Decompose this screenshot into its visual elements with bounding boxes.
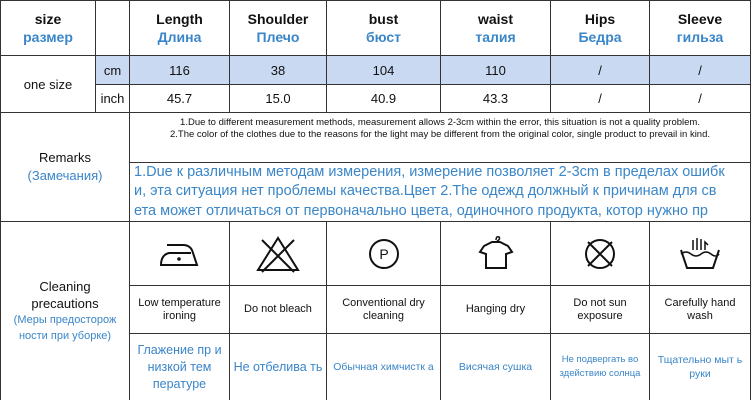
table-cell (650, 85, 751, 113)
care-dry-clean-en (327, 286, 441, 334)
care-sun-ru (551, 334, 650, 400)
table-cell (130, 56, 230, 85)
inch-length: 45.7 (166, 91, 193, 106)
header-sleeve-ru: гильза (676, 29, 724, 45)
care-label-en: Hanging dry (465, 303, 526, 315)
care-bleach-en (230, 286, 327, 334)
inch-sleeve: / (698, 91, 702, 106)
remark-ru-3: ета может отличаться от первоначально цвета, одиночного продукта, котор нужно пр (134, 202, 708, 219)
inch-bust: 40.9 (370, 91, 397, 106)
care-label-ru: Обычная химчистк а (333, 361, 434, 373)
care-hanging-ru (441, 334, 551, 400)
care-bleach-cell (230, 222, 327, 286)
table-cell (441, 56, 551, 85)
care-label-en: Do not sun exposure (573, 296, 627, 322)
care-label-ru: Глажение пр и низкой тем пературе (137, 342, 222, 391)
table-cell (130, 85, 230, 113)
care-sun-en (551, 286, 650, 334)
cm-sleeve: / (698, 62, 702, 78)
header-shoulder (230, 1, 327, 56)
cm-shoulder: 38 (270, 62, 286, 78)
no-bleach-icon (254, 234, 302, 274)
header-waist-ru: талия (475, 29, 516, 45)
unit-inch (96, 85, 130, 113)
cm-length: 116 (169, 62, 190, 78)
header-hips (551, 1, 650, 56)
unit-cm-label: cm (103, 62, 122, 78)
remark-en-1: 1.Due to different measurement methods, measurement allows 2-3cm within the error, this situation is not a quality problem. (180, 117, 700, 128)
unit-inch-label: inch (100, 91, 125, 106)
care-iron-en (130, 286, 230, 334)
remarks-en-cell (130, 113, 751, 163)
table-cell (327, 85, 441, 113)
remarks-ru-cell (130, 163, 751, 222)
unit-cm (96, 56, 130, 85)
care-label-ru: Не подвергать во здействию солнца (559, 354, 641, 379)
header-size-ru: размер (23, 29, 73, 45)
cleaning-label-cell (1, 222, 130, 400)
care-dry-clean-ru (327, 334, 441, 400)
care-hanging-cell (441, 222, 551, 286)
remark-ru-1: 1.Due к различным методам измерения, измерение позволяет 2-3cm в пределах ошибк (134, 163, 725, 180)
header-length-en: Length (156, 11, 203, 27)
header-sleeve-en: Sleeve (677, 11, 723, 27)
header-sleeve (650, 1, 751, 56)
table-cell (551, 56, 650, 85)
header-size-cell (1, 1, 96, 56)
care-dry-clean-cell (327, 222, 441, 286)
cm-hips: / (598, 62, 602, 78)
header-bust-en: bust (368, 11, 399, 27)
table-cell (441, 85, 551, 113)
header-length (130, 1, 230, 56)
no-sun-icon (580, 234, 620, 274)
care-bleach-ru (230, 334, 327, 400)
care-hand-wash-en (650, 286, 751, 334)
care-label-en: Conventional dry cleaning (342, 296, 425, 322)
care-hand-wash-cell (650, 222, 751, 286)
inch-shoulder: 15.0 (265, 91, 291, 106)
cleaning-label-en-2: precautions (31, 296, 99, 311)
hand-wash-icon (677, 236, 723, 272)
size-label: one size (23, 76, 73, 92)
size-label-cell (1, 56, 96, 113)
cm-waist: 110 (485, 62, 506, 78)
care-label-ru: Висячая сушка (458, 361, 533, 373)
remark-en-2: 2.The color of the clothes due to the reasons for the light may be different from the original color, single product to prevail in kind. (169, 128, 711, 140)
care-label-ru: Не отбелива ть (233, 359, 323, 374)
care-label-en: Carefully hand wash (664, 296, 736, 322)
care-label-en: Do not bleach (244, 303, 312, 315)
cleaning-label-en-1: Cleaning (39, 279, 91, 294)
table-cell (327, 56, 441, 85)
remarks-label-cell (1, 113, 130, 222)
remarks-label-en: Remarks (38, 150, 91, 165)
dry-clean-p-icon (367, 237, 401, 271)
table-cell (551, 85, 650, 113)
hanging-dry-icon (474, 234, 518, 274)
remarks-label-ru: (Замечания) (27, 168, 103, 183)
header-hips-ru: Бедра (578, 29, 622, 45)
care-iron-ru (130, 334, 230, 400)
table-cell (230, 56, 327, 85)
care-iron-cell (130, 222, 230, 286)
header-bust-ru: бюст (365, 29, 402, 45)
svg-text:P: P (378, 245, 389, 262)
care-label-ru: Тщательно мыт ь руки (657, 354, 743, 380)
table-cell (230, 85, 327, 113)
header-shoulder-en: Shoulder (247, 11, 309, 27)
header-bust (327, 1, 441, 56)
header-hips-en: Hips (584, 11, 616, 27)
header-unit-cell (96, 1, 130, 56)
header-length-ru: Длина (157, 29, 202, 45)
care-hanging-en (441, 286, 551, 334)
header-waist-en: waist (477, 11, 513, 27)
header-waist (441, 1, 551, 56)
inch-waist: 43.3 (482, 91, 509, 106)
cleaning-label-ru-1: (Меры предосторож (13, 314, 117, 326)
cleaning-label-ru-2: ности при уборке) (18, 330, 112, 342)
iron-icon (157, 237, 203, 271)
header-size-en: size (34, 11, 62, 27)
header-shoulder-ru: Плечо (256, 29, 300, 45)
remark-ru-2: и, эта ситуация нет проблемы качества.Цвет 2.The одежд должный к причинам для св (134, 183, 717, 200)
cm-bust: 104 (372, 62, 395, 78)
care-label-en: Low temperature ironing (138, 296, 221, 322)
care-sun-cell (551, 222, 650, 286)
care-hand-wash-ru (650, 334, 751, 400)
inch-hips: / (598, 91, 602, 106)
table-cell (650, 56, 751, 85)
